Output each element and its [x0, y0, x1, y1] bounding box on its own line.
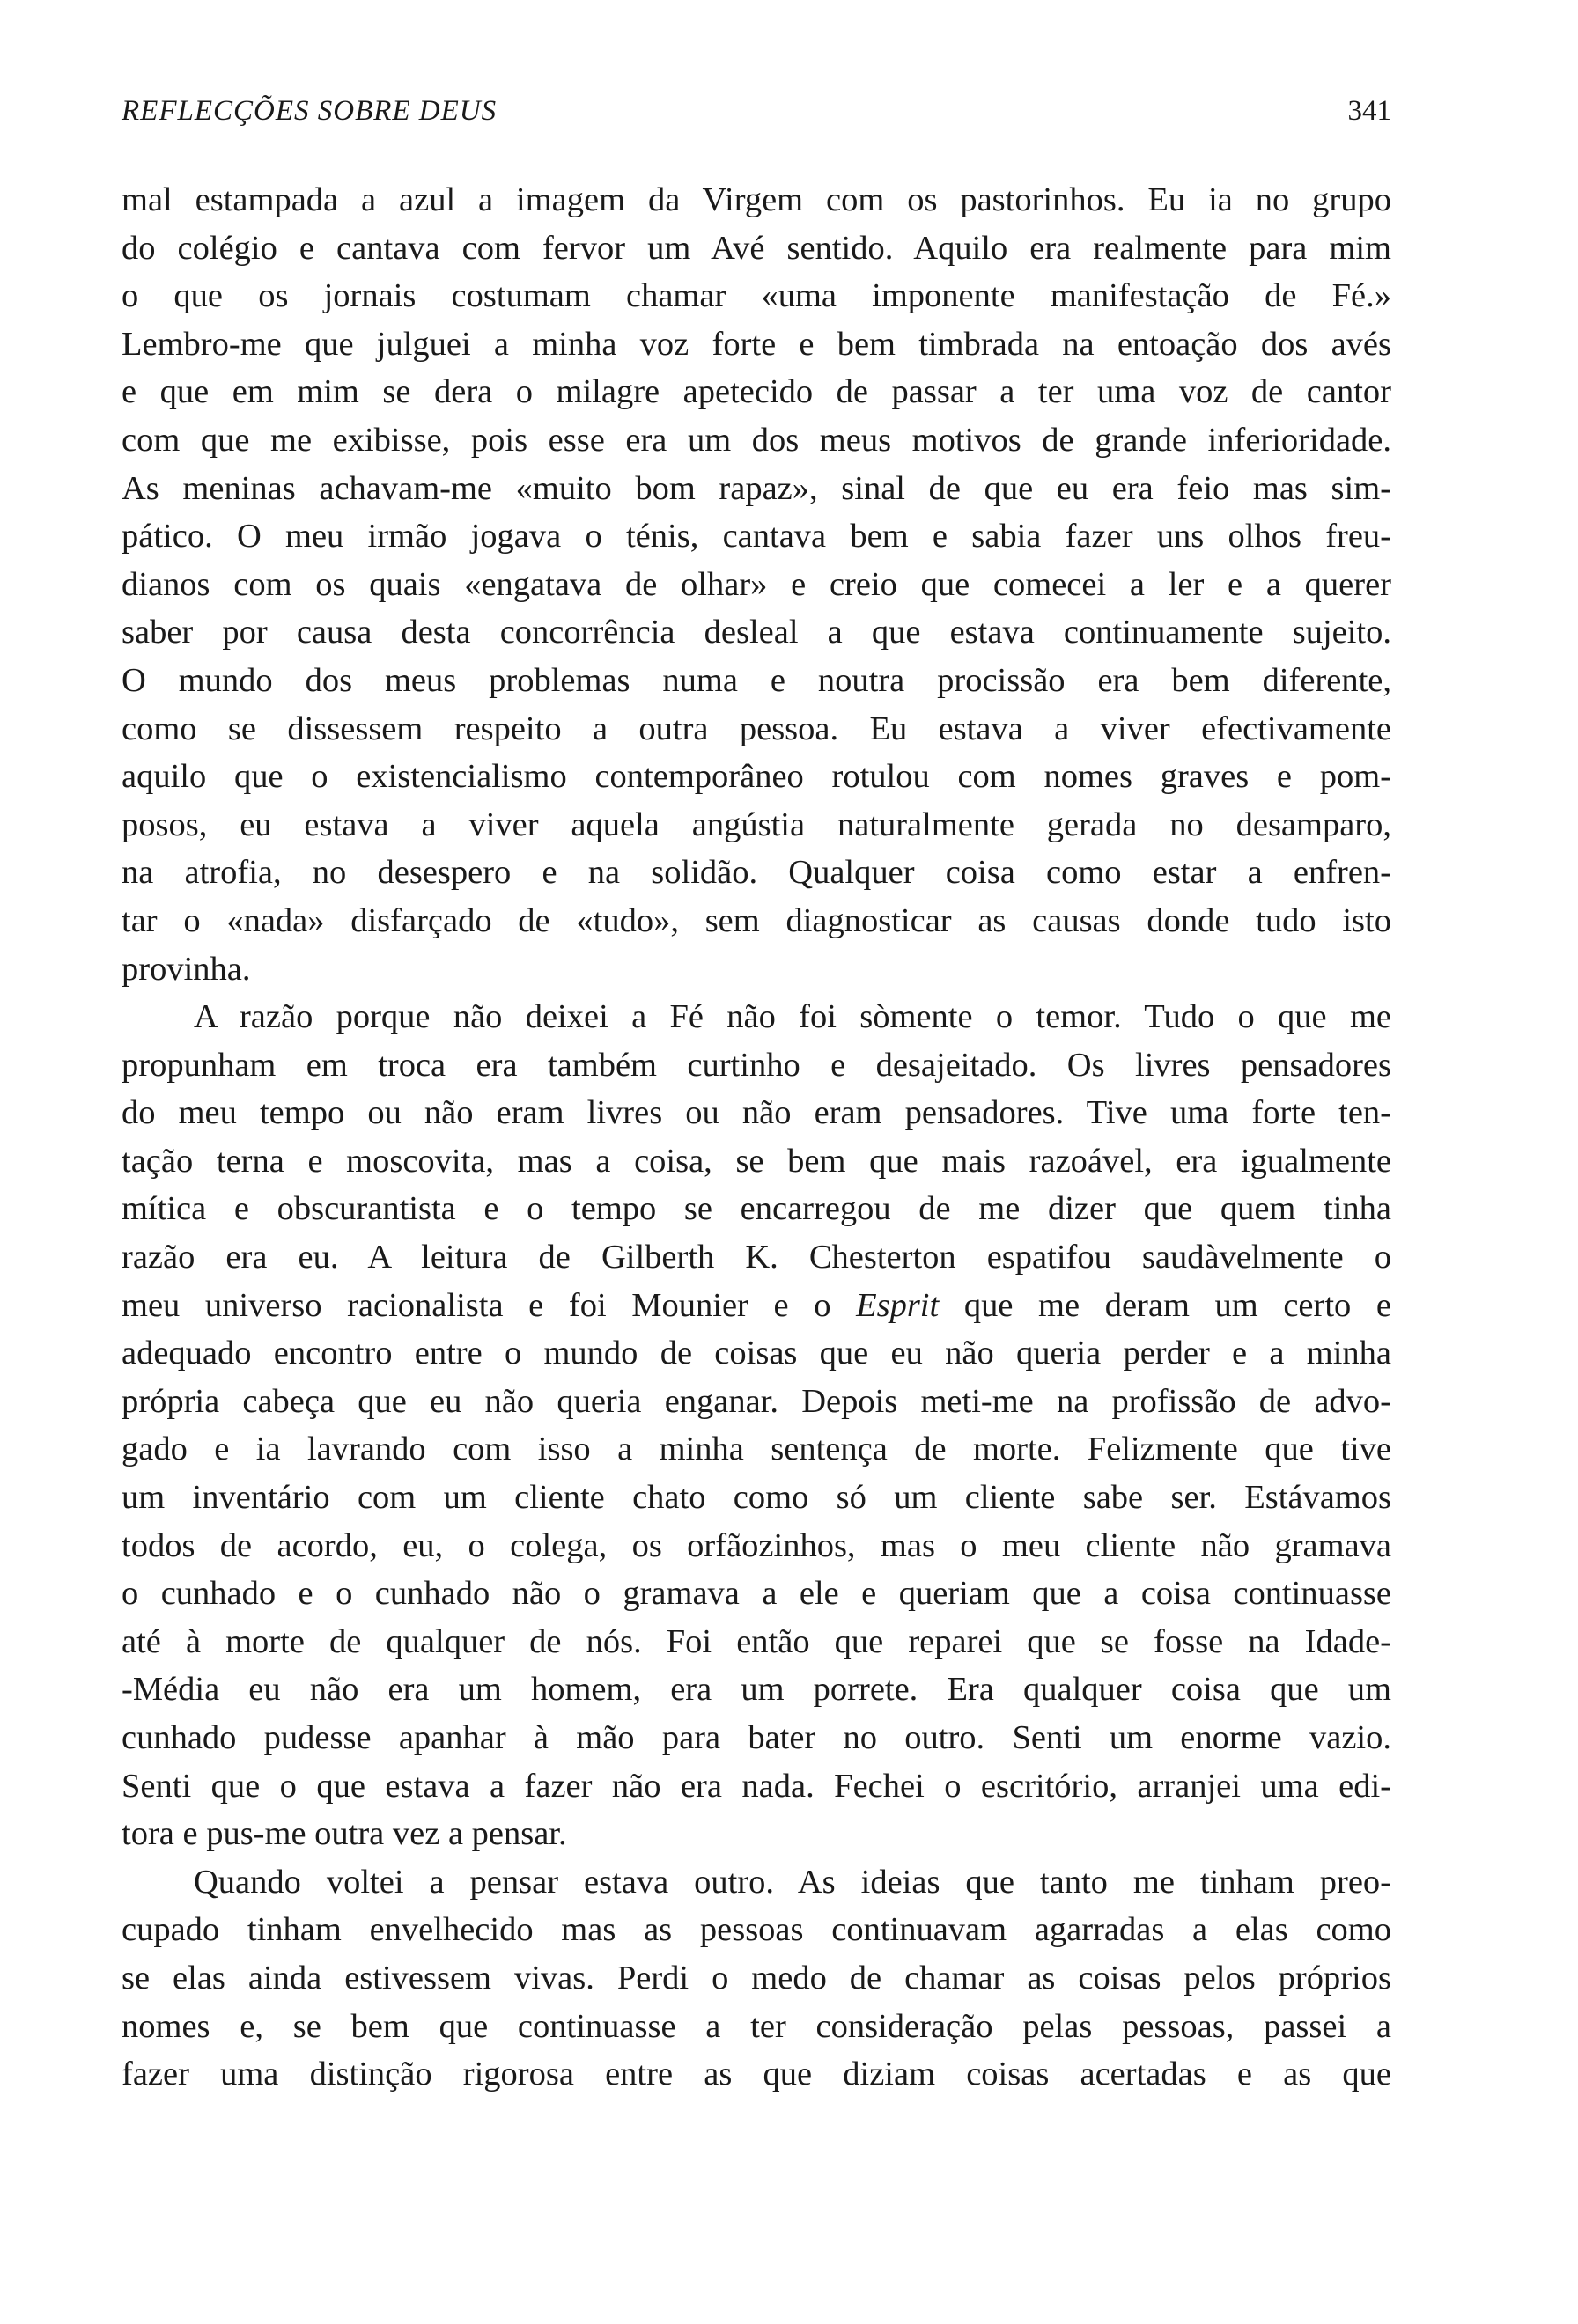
text-line: gado e ia lavrando com isso a minha sentença de morte. Felizmente que tive [122, 1430, 1391, 1468]
body-text [122, 176, 1391, 2099]
text-line: adequado encontro entre o mundo de coisas que eu não queria perder e a minha [122, 1335, 1391, 1372]
page-number: 341 [1347, 95, 1391, 127]
text-line: posos, eu estava a viver aquela angústia naturalmente gerada no desamparo, [122, 805, 1391, 843]
text-line: todos de acordo, eu, o colega, os orfãozinhos, mas o meu cliente não gramava [122, 1526, 1391, 1564]
text-line: tora e pus-me outra vez a pensar. [122, 1815, 567, 1853]
text-line: nomes e, se bem que continuasse a ter consideração pelas pessoas, passei a [122, 2007, 1391, 2045]
text-line: do colégio e cantava com fervor um Avé sentido. Aquilo era realmente para mim [122, 229, 1391, 267]
journal-title: Esprit [856, 1286, 940, 1324]
text-line: do meu tempo ou não eram livres ou não eram pensadores. Tive uma forte ten- [122, 1094, 1391, 1132]
text-line: dianos com os quais «engatava de olhar» e creio que comecei a ler e a querer [122, 565, 1391, 603]
text-line: na atrofia, no desespero e na solidão. Qualquer coisa como estar a enfren- [122, 854, 1391, 892]
text-line: cupado tinham envelhecido mas as pessoas continuavam agarradas a elas como [122, 1911, 1391, 1949]
text-line: como se dissessem respeito a outra pessoa. Eu estava a viver efectivamente [122, 710, 1391, 747]
text-line: mal estampada a azul a imagem da Virgem com os pastorinhos. Eu ia no grupo [122, 181, 1391, 218]
text-line: própria cabeça que eu não queria enganar. Depois meti-me na profissão de advo- [122, 1382, 1391, 1420]
text-line: o que os jornais costumam chamar «uma imponente manifestação de Fé.» [122, 277, 1391, 315]
text-line: tar o «nada» disfarçado de «tudo», sem diagnosticar as causas donde tudo isto [122, 901, 1391, 939]
text-line: mítica e obscurantista e o tempo se encarregou de me dizer que quem tinha [122, 1190, 1391, 1228]
paragraph-3 [122, 1858, 1391, 2099]
running-head [122, 95, 1391, 134]
text-line: Senti que o que estava a fazer não era nada. Fechei o escritório, arranjei uma edi- [122, 1767, 1391, 1805]
text-line: razão era eu. A leitura de Gilberth K. Chesterton espatifou saudàvelmente o [122, 1239, 1391, 1276]
text-line: A razão porque não deixei a Fé não foi sòmente o temor. Tudo o que me [194, 998, 1391, 1036]
text-line: As meninas achavam-me «muito bom rapaz», sinal de que eu era feio mas sim- [122, 469, 1391, 507]
text-line: o cunhado e o cunhado não o gramava a ele e queriam que a coisa continuasse [122, 1575, 1391, 1613]
text-line: pático. O meu irmão jogava o ténis, cantava bem e sabia fazer uns olhos freu- [122, 518, 1391, 555]
text-line: aquilo que o existencialismo contemporâneo rotulou com nomes graves e pom- [122, 758, 1391, 796]
text-line: um inventário com um cliente chato como só um cliente sabe ser. Estávamos [122, 1479, 1391, 1517]
text-line: e que em mim se dera o milagre apetecido de passar a ter uma voz de cantor [122, 373, 1391, 411]
text-line: -Média eu não era um homem, era um porrete. Era qualquer coisa que um [122, 1671, 1391, 1709]
text-line: cunhado pudesse apanhar à mão para bater no outro. Senti um enorme vazio. [122, 1719, 1391, 1756]
text-line: Quando voltei a pensar estava outro. As ideias que tanto me tinham preo- [194, 1863, 1391, 1901]
text-line: saber por causa desta concorrência desleal a que estava continuamente sujeito. [122, 614, 1391, 651]
paragraph-2 [122, 993, 1391, 1858]
text-line: propunham em troca era também curtinho e desajeitado. Os livres pensadores [122, 1046, 1391, 1084]
text-line: provinha. [122, 950, 251, 988]
text-line: tação terna e moscovita, mas a coisa, se bem que mais razoável, era igualmente [122, 1142, 1391, 1180]
text-line: até à morte de qualquer de nós. Foi então que reparei que se fosse na Idade- [122, 1622, 1391, 1660]
text-line: meu universo racionalista e foi Mounier e o Esprit que me deram um certo e [122, 1286, 1391, 1324]
text-line: O mundo dos meus problemas numa e noutra procissão era bem diferente, [122, 661, 1391, 699]
text-line: Lembro-me que julguei a minha voz forte e bem timbrada na entoação dos avés [122, 325, 1391, 363]
running-title: REFLECÇÕES SOBRE DEUS [122, 95, 498, 127]
text-line: se elas ainda estivessem vivas. Perdi o medo de chamar as coisas pelos próprios [122, 1959, 1391, 1997]
paragraph-1 [122, 176, 1391, 993]
text-line: com que me exibisse, pois esse era um dos meus motivos de grande inferioridade. [122, 421, 1391, 459]
text-line: fazer uma distinção rigorosa entre as que diziam coisas acertadas e as que [122, 2056, 1391, 2093]
